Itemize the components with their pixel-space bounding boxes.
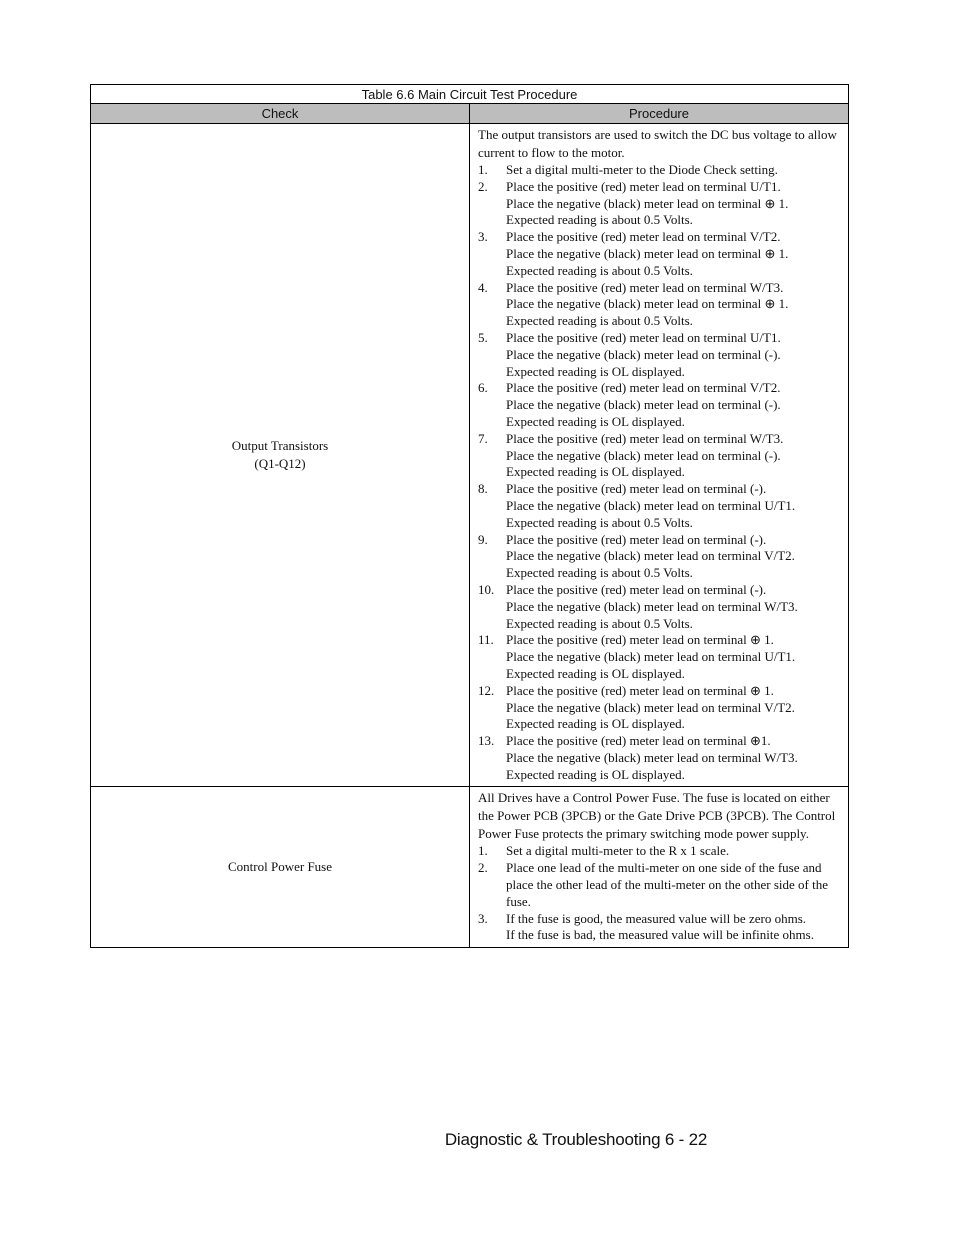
check-cell (91, 124, 470, 787)
procedure-cell (470, 787, 849, 948)
step-text: Place the positive (red) meter lead on terminal ⊕ 1. (506, 682, 774, 698)
step-number: 2. (478, 178, 488, 194)
step-text: Place the positive (red) meter lead on terminal ⊕1. (506, 733, 771, 749)
procedure-step (478, 582, 840, 632)
step-text: Place the negative (black) meter lead on terminal (-). (506, 346, 781, 362)
step-lines (506, 330, 840, 380)
check-cell (91, 787, 470, 948)
step-text: Expected reading is OL displayed. (506, 665, 685, 681)
procedure-step (478, 843, 840, 860)
step-lines (506, 733, 840, 783)
step-lines (506, 162, 840, 179)
step-text: Place the positive (red) meter lead on terminal (-). (506, 481, 767, 497)
step-text: Place the negative (black) meter lead on terminal V/T2. (506, 699, 795, 715)
step-text: Place the positive (red) meter lead on terminal V/T2. (506, 380, 781, 396)
step-number: 1. (478, 162, 488, 177)
check-label: Output Transistors (231, 438, 329, 454)
step-text: Place the negative (black) meter lead on terminal ⊕ 1. (506, 296, 789, 312)
step-text: Expected reading is OL displayed. (506, 464, 685, 480)
column-header-check: Check (91, 104, 470, 124)
step-text: Place the positive (red) meter lead on terminal U/T1. (506, 178, 781, 194)
step-number: 7. (478, 430, 488, 446)
step-lines (506, 532, 840, 582)
step-text: Place the negative (black) meter lead on terminal U/T1. (506, 497, 796, 513)
step-text: Expected reading is about 0.5 Volts. (506, 212, 693, 228)
step-text: Place the positive (red) meter lead on terminal ⊕ 1. (506, 632, 774, 648)
step-lines (506, 911, 840, 945)
step-number: 11. (478, 632, 494, 648)
step-text: Place the negative (black) meter lead on terminal ⊕ 1. (506, 245, 789, 261)
step-lines (506, 229, 840, 279)
procedure-step (478, 179, 840, 229)
step-lines (506, 431, 840, 481)
step-text: Place the negative (black) meter lead on terminal U/T1. (506, 649, 796, 665)
procedure-step (478, 911, 840, 945)
check-label: Control Power Fuse (228, 859, 332, 875)
step-text: Place the negative (black) meter lead on terminal ⊕ 1. (506, 195, 789, 211)
step-text: Expected reading is OL displayed. (506, 766, 685, 782)
procedure-step (478, 632, 840, 682)
step-number: 3. (478, 229, 488, 245)
step-lines (506, 380, 840, 430)
step-lines (506, 843, 840, 860)
procedure-step (478, 860, 840, 910)
procedure-cell (470, 124, 849, 787)
page-footer (0, 1130, 954, 1150)
procedure-step (478, 431, 840, 481)
step-lines (506, 481, 840, 531)
step-number: 2. (478, 860, 488, 876)
step-text: Place one lead of the multi-meter on one side of the fuse and place the other lead of the multi-meter on the other side of the fuse. (506, 860, 828, 909)
procedure-step (478, 380, 840, 430)
table-row (91, 787, 849, 948)
step-number: 3. (478, 910, 488, 926)
check-sublabel: (Q1-Q12) (254, 456, 306, 472)
step-text: Place the positive (red) meter lead on terminal (-). (506, 531, 767, 547)
step-text: If the fuse is bad, the measured value will be infinite ohms. (506, 927, 814, 943)
step-text: Place the negative (black) meter lead on terminal W/T3. (506, 749, 798, 765)
step-text: Set a digital multi-meter to the Diode Check setting. (506, 162, 778, 177)
step-text: Place the negative (black) meter lead on terminal V/T2. (506, 548, 795, 564)
table-row (91, 124, 849, 787)
step-text: Expected reading is OL displayed. (506, 716, 685, 732)
step-number: 12. (478, 682, 495, 698)
step-number: 5. (478, 329, 488, 345)
step-text: Place the negative (black) meter lead on terminal (-). (506, 397, 781, 413)
step-text: Place the positive (red) meter lead on terminal U/T1. (506, 329, 781, 345)
step-lines (506, 860, 840, 910)
procedure-step (478, 330, 840, 380)
step-number: 8. (478, 481, 488, 497)
footer-text: Diagnostic & Troubleshooting 6 - 22 (444, 1130, 708, 1149)
step-text: If the fuse is good, the measured value will be zero ohms. (506, 910, 806, 926)
step-text: Expected reading is OL displayed. (506, 363, 685, 379)
step-lines (506, 582, 840, 632)
step-lines (506, 280, 840, 330)
step-text: Expected reading is about 0.5 Volts. (506, 615, 693, 631)
step-text: Set a digital multi-meter to the R x 1 scale. (506, 843, 730, 859)
step-text: Expected reading is about 0.5 Volts. (506, 514, 693, 530)
procedure-step (478, 481, 840, 531)
procedure-steps (478, 843, 840, 944)
step-number: 1. (478, 843, 488, 859)
step-text: Expected reading is about 0.5 Volts. (506, 313, 693, 329)
step-text: Expected reading is about 0.5 Volts. (506, 565, 693, 581)
step-number: 9. (478, 531, 488, 547)
step-text: Place the positive (red) meter lead on terminal V/T2. (506, 229, 781, 245)
column-header-procedure: Procedure (470, 104, 849, 124)
step-lines (506, 179, 840, 229)
procedure-intro: All Drives have a Control Power Fuse. The fuse is located on either the Power PCB (3PCB) or the Gate Drive PCB (3PCB). The Control Power Fuse protects the primary switching mode power supply. (478, 790, 836, 842)
main-circuit-test-table (90, 84, 849, 948)
procedure-step (478, 280, 840, 330)
step-number: 6. (478, 380, 488, 396)
step-text: Expected reading is about 0.5 Volts. (506, 262, 693, 278)
procedure-step (478, 532, 840, 582)
procedure-step (478, 683, 840, 733)
step-lines (506, 683, 840, 733)
procedure-steps (478, 162, 840, 783)
step-number: 13. (478, 733, 495, 749)
step-text: Place the negative (black) meter lead on terminal W/T3. (506, 598, 798, 614)
step-lines (506, 632, 840, 682)
step-number: 10. (478, 581, 495, 597)
procedure-step (478, 229, 840, 279)
step-text: Place the positive (red) meter lead on terminal W/T3. (506, 430, 784, 446)
step-text: Place the positive (red) meter lead on terminal (-). (506, 581, 767, 597)
procedure-step (478, 733, 840, 783)
table-caption: Table 6.6 Main Circuit Test Procedure (91, 85, 849, 104)
procedure-step (478, 162, 840, 179)
step-text: Expected reading is OL displayed. (506, 413, 685, 429)
procedure-intro: The output transistors are used to switch the DC bus voltage to allow current to flow to the motor. (478, 127, 837, 160)
step-number: 4. (478, 279, 488, 295)
step-text: Place the positive (red) meter lead on terminal W/T3. (506, 279, 784, 295)
step-text: Place the negative (black) meter lead on terminal (-). (506, 447, 781, 463)
